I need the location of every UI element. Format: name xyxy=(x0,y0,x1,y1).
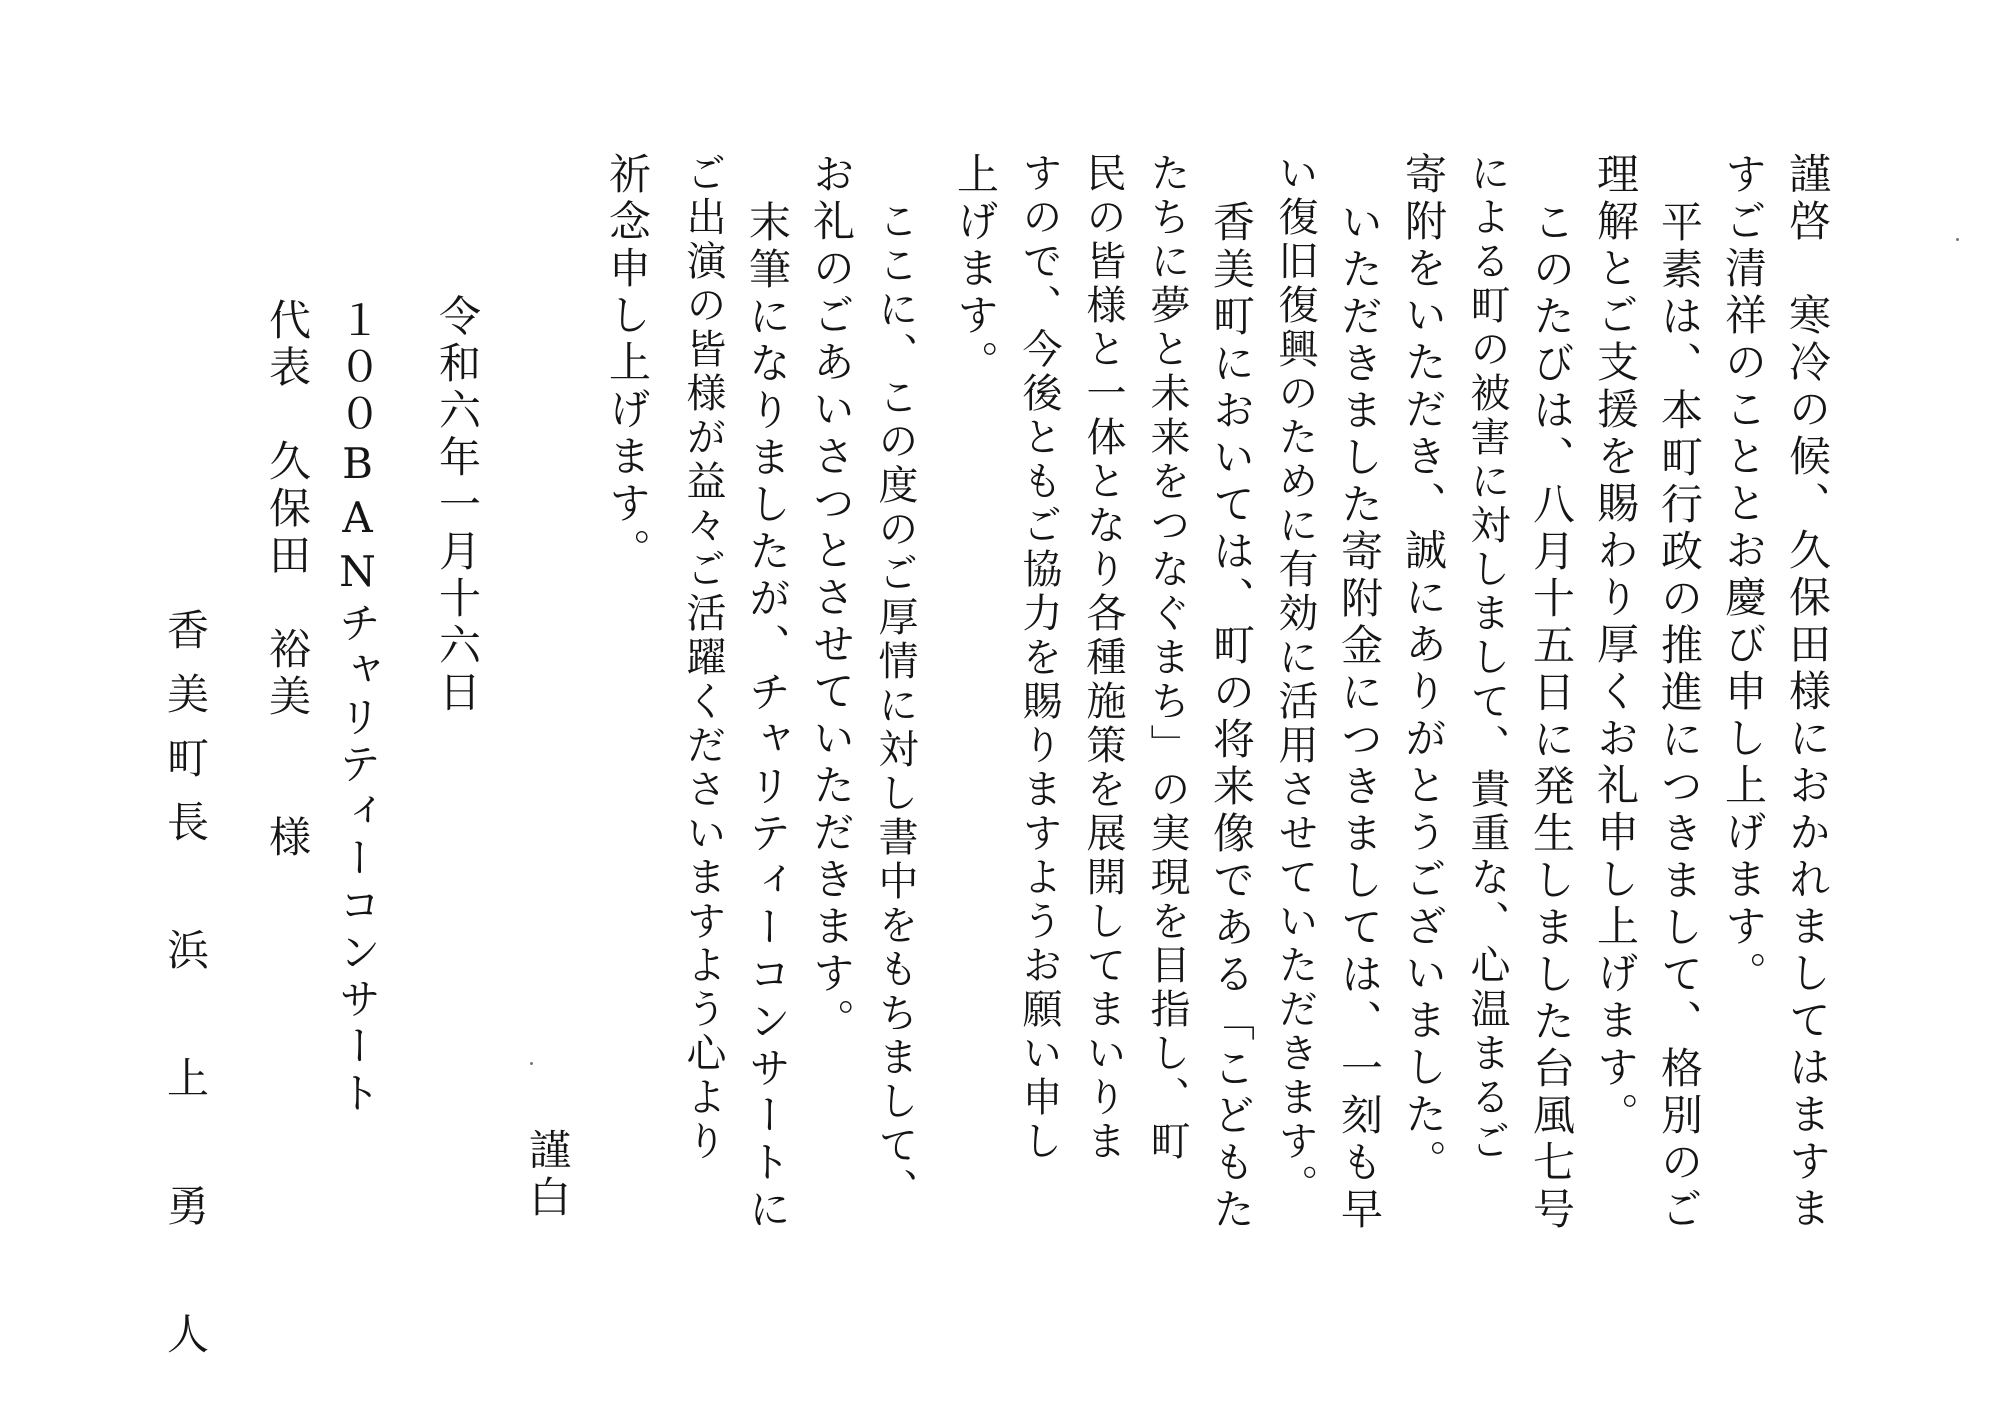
body-line-6: による町の被害に対しまして、貴重な、心温まるご xyxy=(1464,152,1510,1164)
body-line-8: いただきました寄附金につきましては、一刻も早 xyxy=(1335,200,1384,1234)
scan-speck xyxy=(530,1062,533,1065)
body-line-2: すご清祥のこととお慶び申し上げます。 xyxy=(1719,152,1768,998)
body-line-3: 平素は、本町行政の推進につきまして、格別のご xyxy=(1655,200,1704,1234)
body-line-17: 末筆になりましたが、チャリティーコンサートに xyxy=(743,200,792,1234)
body-line-11: たちに夢と未来をつなぐまち」の実現を目指し、町 xyxy=(1144,152,1190,1164)
body-line-18: ご出演の皆様が益々ご活躍くださいますよう心より xyxy=(680,152,726,1164)
body-line-9: い復旧復興のために有効に活用させていただきます。 xyxy=(1272,152,1318,1208)
body-line-14: 上げます。 xyxy=(951,152,1000,387)
sender-signature: 香美町長 浜 上 勇 人 xyxy=(161,608,210,1376)
body-line-4: 理解とご支援を賜わり厚くお礼申し上げます。 xyxy=(1591,152,1640,1139)
recipient-organization: １００BANチャリティーコンサート xyxy=(333,298,382,1118)
body-line-1: 謹啓 寒冷の候、久保田様におかれましてはますま xyxy=(1783,152,1832,1233)
body-line-10: 香美町においては、町の将来像である「こどもた xyxy=(1207,200,1256,1234)
scan-speck xyxy=(1956,238,1959,241)
recipient-name: 代表 久保田 裕美 様 xyxy=(263,298,312,862)
closing-word: 謹白 xyxy=(523,1128,572,1222)
body-line-15: ここに、この度のご厚情に対し書中をもちまして、 xyxy=(872,200,918,1212)
body-line-12: 民の皆様と一体となり各種施策を展開してまいりま xyxy=(1080,152,1126,1164)
body-line-16: お礼のごあいさつとさせていただきます。 xyxy=(807,152,856,1045)
body-line-19: 祈念申し上げます。 xyxy=(603,152,652,575)
letter-date: 令和六年一月十六日 xyxy=(433,294,482,717)
body-line-5: このたびは、八月十五日に発生しました台風七号 xyxy=(1527,200,1576,1234)
body-line-13: すので、今後ともご協力を賜りますようお願い申し xyxy=(1016,152,1062,1164)
body-line-7: 寄附をいただき、誠にありがとうございました。 xyxy=(1399,152,1448,1186)
